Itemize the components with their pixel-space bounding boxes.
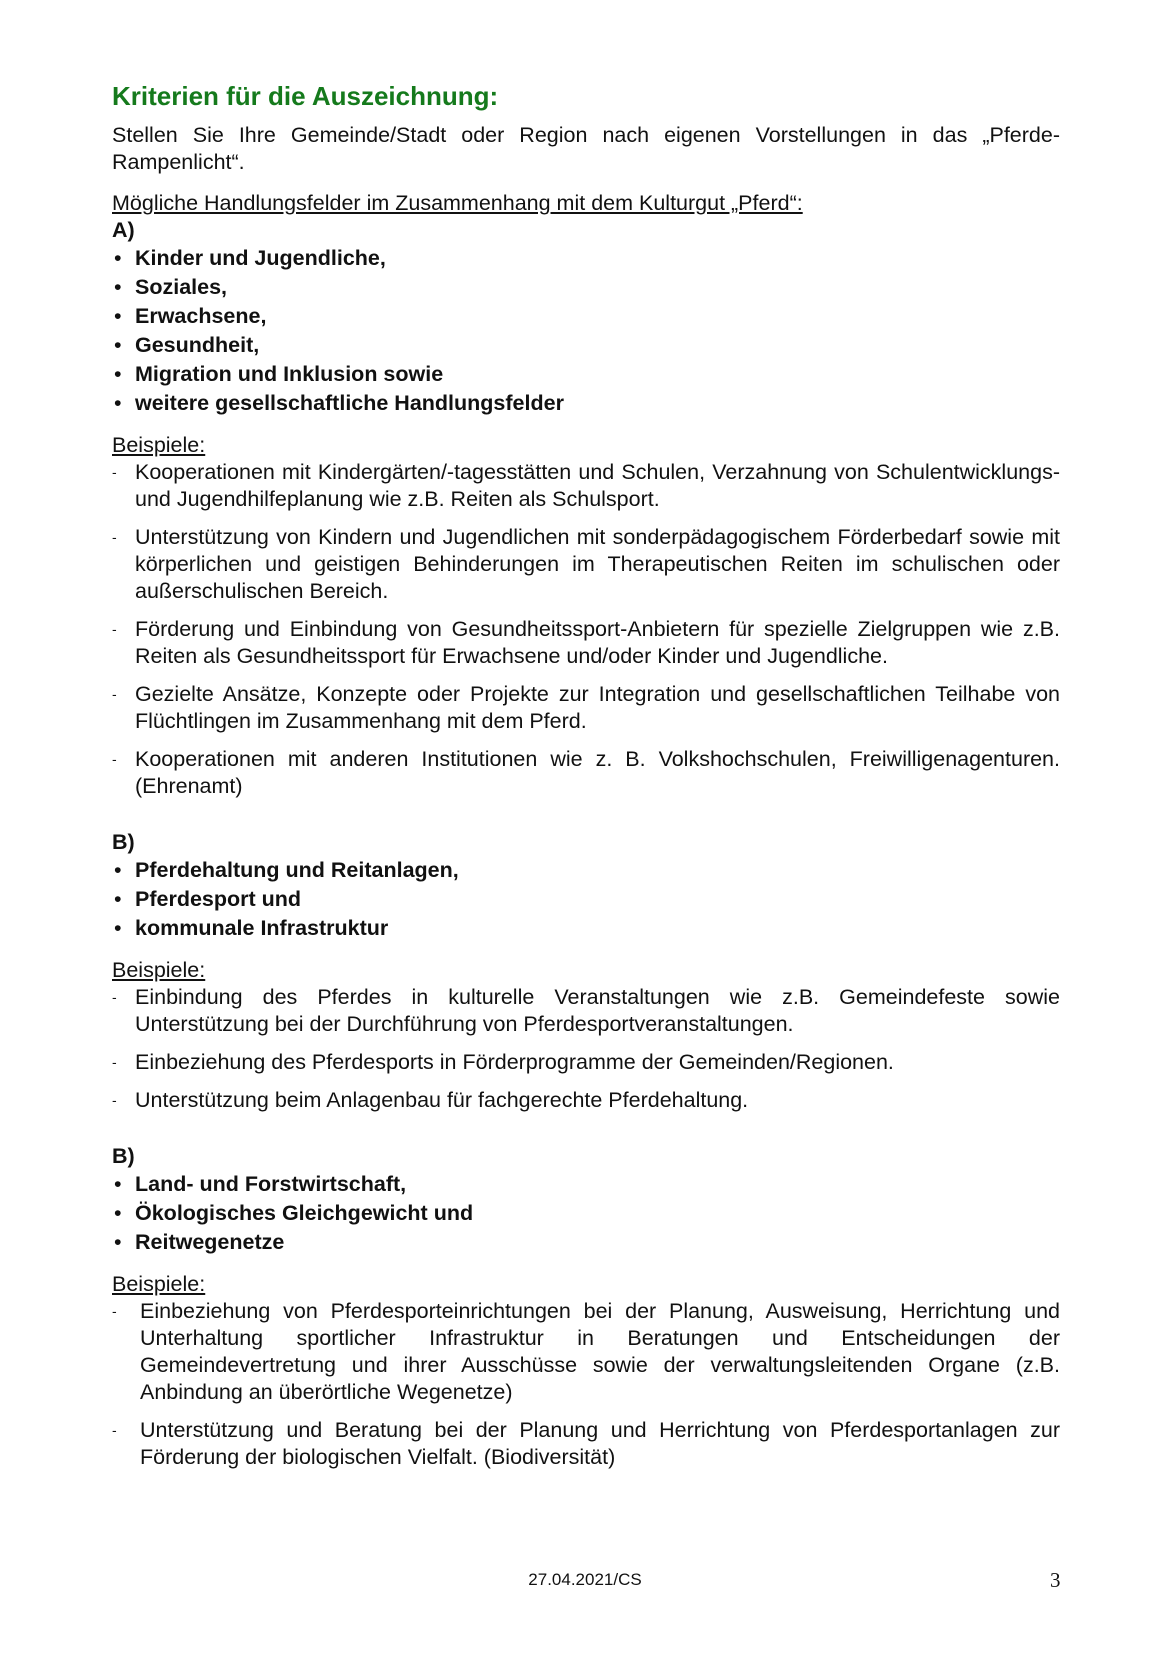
dash-icon: - xyxy=(112,989,117,1005)
examples-list xyxy=(112,1298,1060,1471)
page-heading: Kriterien für die Auszeichnung: xyxy=(112,81,499,111)
bullet-icon: • xyxy=(114,246,122,270)
bullet-item: • Pferdehaltung und Reitanlagen, xyxy=(112,856,1060,885)
bullet-icon: • xyxy=(114,1230,122,1254)
examples-list xyxy=(112,459,1060,800)
bullet-item: • Reitwegenetze xyxy=(112,1228,1060,1257)
bullet-item: • Gesundheit, xyxy=(112,331,1060,360)
example-item: - Unterstützung beim Anlagenbau für fachgerechte Pferdehaltung. xyxy=(112,1088,749,1112)
section-label: A) xyxy=(112,218,135,242)
bullet-icon: • xyxy=(114,304,122,328)
dash-icon: - xyxy=(112,1092,117,1108)
dash-icon: - xyxy=(112,686,117,702)
example-item: - Kooperationen mit anderen Institutionen wie z. B. Volkshochschulen, Freiwilligenagenturen. (Ehrenamt) xyxy=(112,747,1060,798)
bullet-item: • Ökologisches Gleichgewicht und xyxy=(112,1199,1060,1228)
example-item: - Einbeziehung von Pferdesporteinrichtungen bei der Planung, Ausweisung, Herrichtung und Unterhaltung sportlicher Infrastruktur in Beratungen und Entscheidungen der Gemeindevertretung und ihrer Ausschüsse sowie der verwaltungsleitenden Organe (z.B. Anbindung an überörtliche Wegenetze) xyxy=(112,1299,1060,1404)
dash-icon: - xyxy=(112,529,117,545)
example-item: - Unterstützung und Beratung bei der Planung und Herrichtung von Pferdesportanlagen zur Förderung der biologischen Vielfalt. (Biodiversität) xyxy=(112,1418,1060,1469)
dash-icon: - xyxy=(112,464,117,480)
bullet-icon: • xyxy=(114,333,122,357)
section-label: B) xyxy=(112,830,135,854)
bullet-item: • kommunale Infrastruktur xyxy=(112,914,1060,943)
bullet-icon: • xyxy=(114,391,122,415)
example-item: - Einbindung des Pferdes in kulturelle Veranstaltungen wie z.B. Gemeindefeste sowie Unterstützung bei der Durchführung von Pferdesportveranstaltungen. xyxy=(112,985,1060,1036)
examples-label: Beispiele: xyxy=(112,958,206,982)
bullet-list xyxy=(112,244,1060,418)
document-page xyxy=(112,80,1060,1482)
examples-label: Beispiele: xyxy=(112,433,206,457)
bullet-list xyxy=(112,1170,1060,1257)
fields-title: Mögliche Handlungsfelder im Zusammenhang mit dem Kulturgut „Pferd“: xyxy=(112,191,803,215)
examples-list xyxy=(112,984,1060,1114)
bullet-icon: • xyxy=(114,362,122,386)
example-item: - Einbeziehung des Pferdesports in Förderprogramme der Gemeinden/Regionen. xyxy=(112,1050,894,1074)
section-a xyxy=(112,217,1060,800)
bullet-item: • Pferdesport und xyxy=(112,885,1060,914)
examples-label: Beispiele: xyxy=(112,1272,206,1296)
bullet-item: • Soziales, xyxy=(112,273,1060,302)
dash-icon: - xyxy=(112,1303,117,1319)
bullet-item: • Erwachsene, xyxy=(112,302,1060,331)
page-number: 3 xyxy=(1050,1568,1061,1592)
dash-icon: - xyxy=(112,1422,117,1438)
footer-date: 27.04.2021/CS xyxy=(528,1570,642,1589)
dash-icon: - xyxy=(112,621,117,637)
section-c xyxy=(112,1143,1060,1471)
bullet-item: • Land- und Forstwirtschaft, xyxy=(112,1170,1060,1199)
example-item: - Kooperationen mit Kindergärten/-tagesstätten und Schulen, Verzahnung von Schulentwicklungs- und Jugendhilfeplanung wie z.B. Reiten als Schulsport. xyxy=(112,460,1060,511)
example-item: - Unterstützung von Kindern und Jugendlichen mit sonderpädagogischem Förderbedarf sowie mit körperlichen und geistigen Behinderungen im Therapeutischen Reiten im schulischen oder außerschulischen Bereich. xyxy=(112,525,1060,603)
example-item: - Gezielte Ansätze, Konzepte oder Projekte zur Integration und gesellschaftlichen Teilhabe von Flüchtlingen im Zusammenhang mit dem Pferd. xyxy=(112,682,1060,733)
dash-icon: - xyxy=(112,751,117,767)
bullet-item: • weitere gesellschaftliche Handlungsfelder xyxy=(112,389,1060,418)
intro-paragraph: Stellen Sie Ihre Gemeinde/Stadt oder Region nach eigenen Vorstellungen in das „Pferde-Rampenlicht“. xyxy=(112,123,1060,174)
bullet-icon: • xyxy=(114,275,122,299)
bullet-item: • Kinder und Jugendliche, xyxy=(112,244,1060,273)
bullet-icon: • xyxy=(114,858,122,882)
example-item: - Förderung und Einbindung von Gesundheitssport-Anbietern für spezielle Zielgruppen wie z.B. Reiten als Gesundheitssport für Erwachsene und/oder Kinder und Jugendliche. xyxy=(112,617,1060,668)
dash-icon: - xyxy=(112,1054,117,1070)
bullet-list xyxy=(112,856,1060,943)
section-b xyxy=(112,829,1060,1114)
section-label: B) xyxy=(112,1144,135,1168)
bullet-icon: • xyxy=(114,1172,122,1196)
bullet-icon: • xyxy=(114,916,122,940)
bullet-icon: • xyxy=(114,887,122,911)
bullet-item: • Migration und Inklusion sowie xyxy=(112,360,1060,389)
bullet-icon: • xyxy=(114,1201,122,1225)
